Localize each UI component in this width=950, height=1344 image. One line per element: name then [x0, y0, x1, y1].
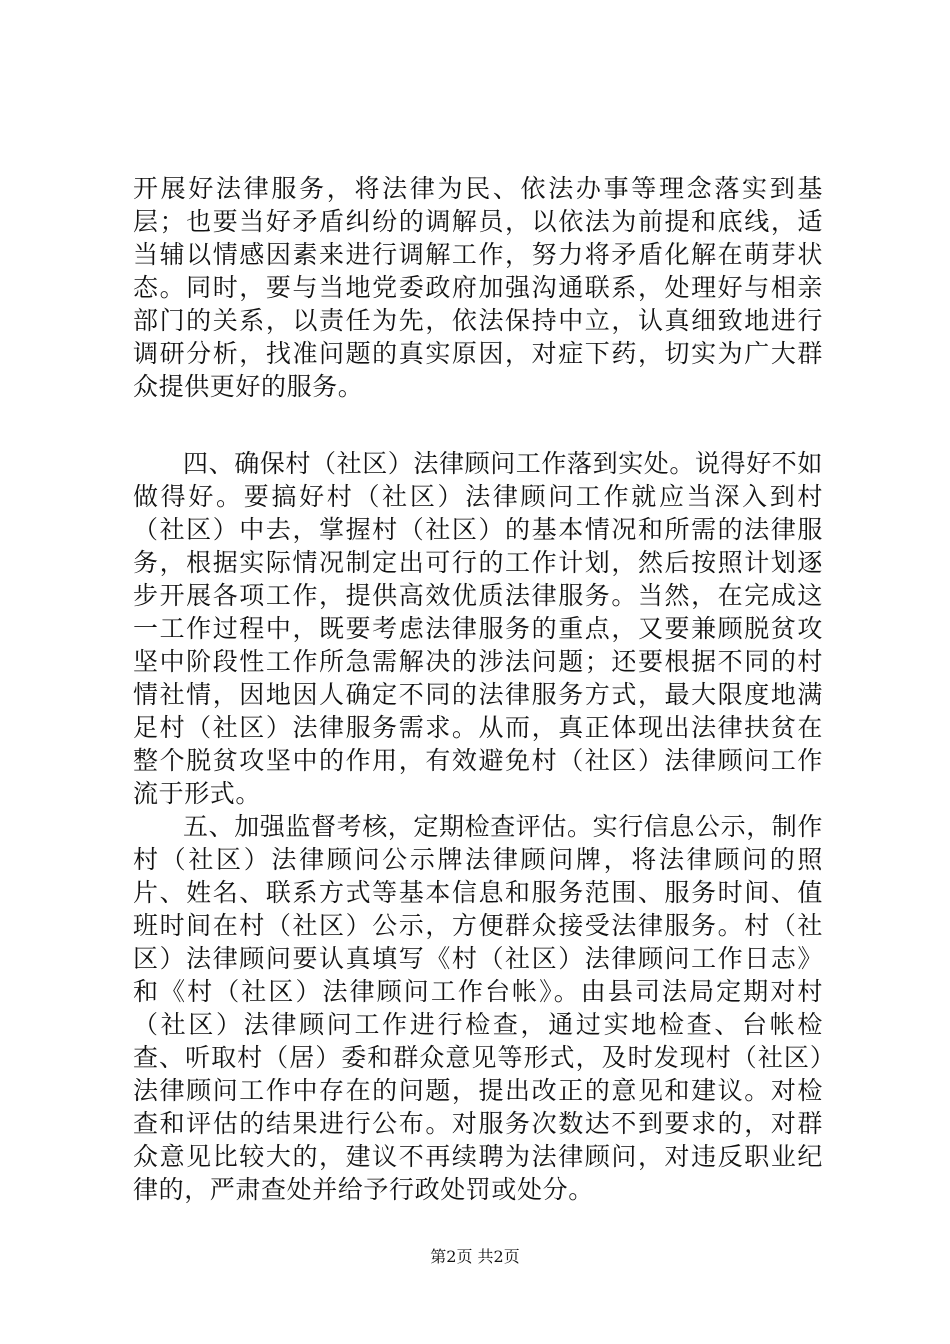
page-number-footer: 第2页 共2页 — [430, 1247, 520, 1266]
document-body — [133, 172, 823, 1206]
paragraph-continuation: 开展好法律服务，将法律为民、依法办事等理念落实到基层；也要当好矛盾纠纷的调解员，以依法为前提和底线，适当辅以情感因素来进行调解工作，努力将矛盾化解在萌芽状态。同时，要与当地党委政府加强沟通联系，处理好与相亲部门的关系，以责任为先，依法保持中立，认真细致地进行调研分析，找准问题的真实原因，对症下药，切实为广大群众提供更好的服务。 — [133, 174, 823, 401]
paragraph-section-five: 五、加强监督考核，定期检查评估。实行信息公示，制作村（社区）法律顾问公示牌法律顾问牌，将法律顾问的照片、姓名、联系方式等基本信息和服务范围、服务时间、值班时间在村（社区）公示，方便群众接受法律服务。村（社区）法律顾问要认真填写《村（社区）法律顾问工作日志》和《村（社区）法律顾问工作台帐》。由县司法局定期对村（社区）法律顾问工作进行检查，通过实地检查、台帐检查、听取村（居）委和群众意见等形式，及时发现村（社区）法律顾问工作中存在的问题，提出改正的意见和建议。对检查和评估的结果进行公布。对服务次数达不到要求的，对群众意见比较大的，建议不再续聘为法律顾问，对违反职业纪律的，严肃查处并给予行政处罚或处分。 — [133, 812, 824, 1204]
paragraph-section-four: 四、确保村（社区）法律顾问工作落到实处。说得好不如做得好。要搞好村（社区）法律顾问工作就应当深入到村（社区）中去，掌握村（社区）的基本情况和所需的法律服务，根据实际情况制定出可行的工作计划，然后按照计划逐步开展各项工作，提供高效优质法律服务。当然，在完成这一工作过程中，既要考虑法律服务的重点，又要兼顾脱贫攻坚中阶段性工作所急需解决的涉法问题；还要根据不同的村情社情，因地因人确定不同的法律服务方式，最大限度地满足村（社区）法律服务需求。从而，真正体现出法律扶贫在整个脱贫攻坚中的作用，有效避免村（社区）法律顾问工作流于形式。 — [133, 449, 824, 808]
